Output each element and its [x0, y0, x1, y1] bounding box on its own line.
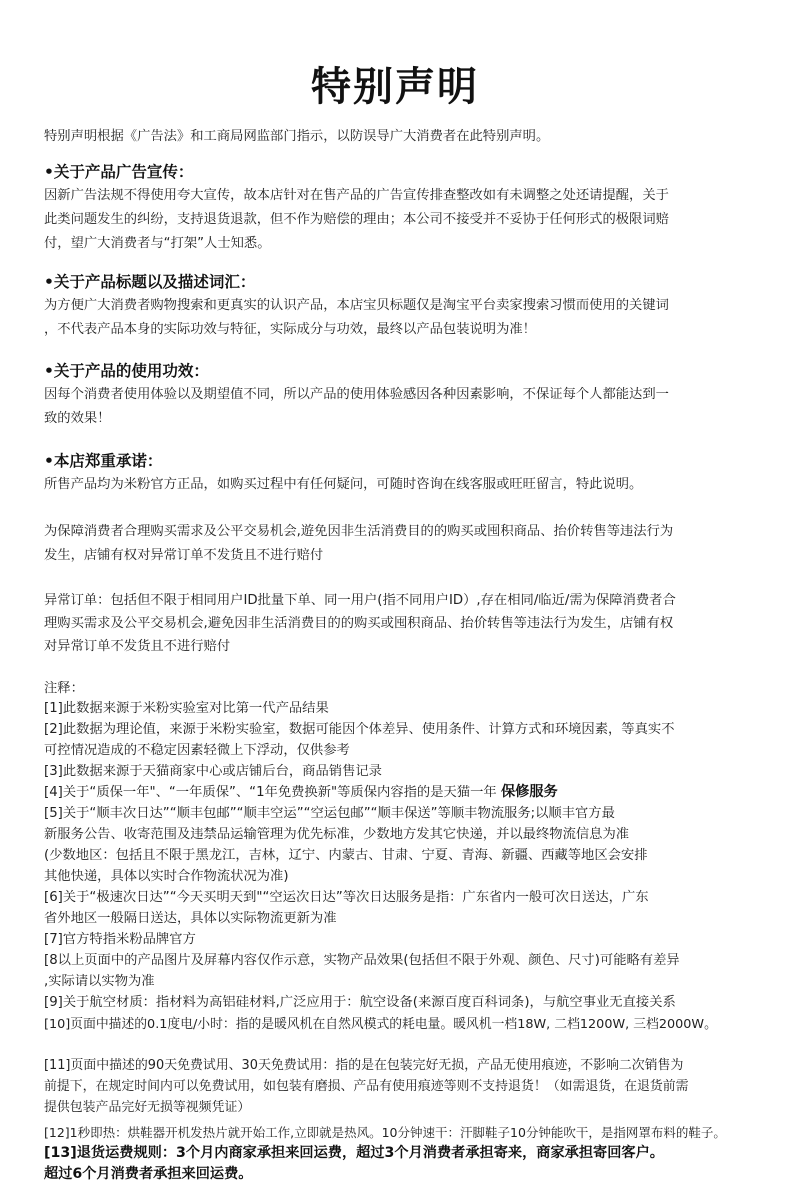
abnormal-text: 异常订单：包括但不限于相同用户ID批量下单、同一用户(指不同用户ID）,存在相同/临近/需为保障消费者合 — [44, 593, 676, 608]
note-4-text: [4]关于“质保一年"、“一年质保”、“1年免费换新"等质保内容指的是天猫一年 — [44, 785, 497, 800]
note-11-line: 前提下，在规定时间内可以免费试用，如包装有磨损、产品有使用痕迹等则不支持退货！（如需退货，在退货前需 — [44, 1079, 689, 1094]
section-text: ，不代表产品本身的实际功效与特征，实际成分与功效，最终以产品包装说明为准！ — [44, 322, 536, 337]
note-4-bold: 保修服务 — [500, 784, 558, 800]
note-line: (少数地区：包括且不限于黑龙江，吉林，辽宁、内蒙古、甘肃、宁夏、青海、新疆、西藏等地区会安排 — [44, 848, 648, 863]
note-line: [6]关于“极速次日达”“今天买明天到"“空运次日达”等次日达服务是指：广东省内一般可次日送达，广东 — [44, 890, 649, 905]
protection-text: 发生，店铺有权对异常订单不发货且不进行赔付 — [44, 548, 324, 563]
intro-text: 特别声明根据《广告法》和工商局网监部门指示，以防误导广大消费者在此特别声明。 — [44, 129, 550, 144]
section-text: 因新广告法规不得使用夸大宣传，故本店针对在售产品的广告宣传排查整改如有未调整之处还请提醒，关于 — [44, 188, 669, 203]
page-title: 特别声明 — [311, 64, 479, 110]
abnormal-text: 理购买需求及公平交易机会,避免因非生活消费目的的购买或囤积商品、抬价转售等违法行为发生，店铺有权 — [44, 616, 674, 631]
section-text: 付，望广大消费者与“打架”人士知悉。 — [44, 236, 271, 251]
abnormal-text: 对异常订单不发货且不进行赔付 — [44, 639, 231, 654]
note-line: [5]关于“顺丰次日达”“顺丰包邮”“顺丰空运”“空运包邮”“顺丰保送”等顺丰物流服务;以顺丰官方最 — [44, 806, 615, 821]
note-line: 新服务公告、收寄范围及违禁品运输管理为优先标准，少数地方发其它快递，并以最终物流信息为准 — [44, 827, 630, 842]
note-line — [44, 781, 558, 801]
note-line: [9]关于航空材质：指材料为高铝硅材料,广泛应用于：航空设备(来源百度百科词条)，与航空事业无直接关系 — [44, 995, 676, 1010]
note-line: 可控情况造成的不稳定因素轻微上下浮动，仅供参考 — [44, 743, 350, 758]
protection-text: 为保障消费者合理购买需求及公平交易机会,遊免因非生活消费目的的购买或囤积商品、抬价转售等违法行为 — [44, 524, 674, 539]
section-text: 致的效果！ — [44, 411, 111, 426]
note-line: [1]此数据来源于米粉实验室对比第一代产品结果 — [44, 701, 329, 716]
note-line: [10]页面中描述的0.1度电/小时：指的是暖风机在自然风模式的耗电量。暖风机一档18W, 二档1200W, 三档2000W。 — [44, 1017, 717, 1032]
section-text: 为方便广大消费者购物搜索和更真实的认识产品，本店宝贝标题仅是淘宝平台卖家搜索习惯而使用的关键词 — [44, 298, 669, 313]
note-13-line: [13]退货运费规则：3个月内商家承担来回运费，超过3个月消费者承担寄来，商家承担寄回客户。 — [44, 1145, 664, 1161]
section-heading-ad: •关于产品广告宣传： — [44, 163, 194, 181]
note-11-line: 提供包装产品完好无损等视频凭证） — [44, 1100, 251, 1115]
section-heading-title: •关于产品标题以及描述词汇： — [44, 273, 256, 291]
section-text: 此类问题发生的纠纷，支持退货退款，但不作为赔偿的理由；本公司不接受并不妥协于任何形式的极限词赔 — [44, 212, 669, 227]
section-text: 所售产品均为米粉官方正品，如购买过程中有任何疑问，可随时咨询在线客服或旺旺留言，特此说明。 — [44, 477, 643, 492]
note-13-line: 超过6个月消费者承担来回运费。 — [44, 1166, 253, 1182]
note-line: ,实际请以实物为准 — [44, 974, 155, 989]
note-line: 其他快递，具体以实时合作物流状况为准) — [44, 869, 289, 884]
note-line: [7]官方特指米粉品牌官方 — [44, 932, 196, 947]
note-line: [2]此数据为理论值，来源于米粉实验室，数据可能因个体差异、使用条件、计算方式和环境因素，等真实不 — [44, 722, 675, 737]
section-text: 因每个消费者使用体验以及期望值不同，所以产品的使用体验感因各种因素影响，不保证每个人都能达到一 — [44, 387, 669, 402]
note-12-line: [12]1秒即热：烘鞋器开机发热片就开始工作,立即就是热风。10分钟速干：汗脚鞋子10分钟能吹干，是指网罩布料的鞋子。 — [44, 1125, 726, 1140]
notes-label: 注释： — [44, 681, 84, 696]
section-heading-promise: •本店郑重承诺： — [44, 452, 163, 470]
note-line: [3]此数据来源于天猫商家中心或店铺后台，商品销售记录 — [44, 764, 382, 779]
note-line: 省外地区一般隔日送达，具体以实际物流更新为准 — [44, 911, 337, 926]
note-11-line: [11]页面中描述的90天免费试用、30天免费试用：指的是在包装完好无损，产品无使用痕迹，不影响二次销售为 — [44, 1058, 684, 1073]
section-heading-effect: •关于产品的使用功效： — [44, 362, 209, 380]
note-line: [8以上页面中的产品图片及屏幕内容仅作示意，实物产品效果(包括但不限于外观、颜色、尺寸)可能略有差异 — [44, 953, 680, 968]
